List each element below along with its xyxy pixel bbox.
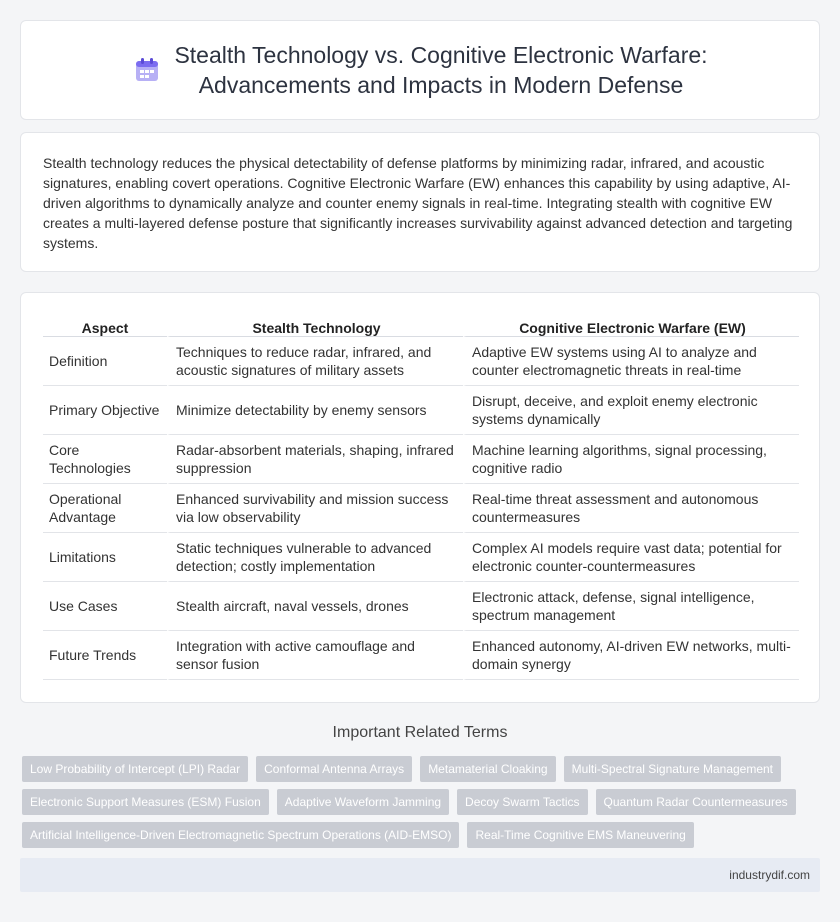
related-terms-list	[22, 756, 818, 848]
row-stealth: Minimize detectability by enemy sensors	[167, 386, 463, 435]
title-line-1: Stealth Technology vs. Cognitive Electronic Warfare:	[174, 42, 708, 68]
row-cognitive-ew: Real-time threat assessment and autonomous countermeasures	[463, 484, 799, 533]
footer	[20, 858, 820, 892]
table-row	[43, 484, 799, 533]
term-tag[interactable]: Low Probability of Intercept (LPI) Radar	[22, 756, 248, 782]
comparison-table-card	[20, 292, 820, 703]
row-cognitive-ew: Machine learning algorithms, signal processing, cognitive radio	[463, 435, 799, 484]
table-row	[43, 582, 799, 631]
header-card	[20, 20, 820, 120]
title-line-2: Advancements and Impacts in Modern Defense	[198, 72, 684, 98]
term-tag[interactable]: Metamaterial Cloaking	[420, 756, 555, 782]
term-tag[interactable]: Real-Time Cognitive EMS Maneuvering	[467, 822, 693, 848]
row-stealth: Static techniques vulnerable to advanced detection; costly implementation	[167, 533, 463, 582]
row-aspect: Definition	[43, 337, 167, 386]
row-aspect: Core Technologies	[43, 435, 167, 484]
row-stealth: Techniques to reduce radar, infrared, and acoustic signatures of military assets	[167, 337, 463, 386]
header-aspect: Aspect	[43, 309, 167, 337]
intro-card	[20, 132, 820, 272]
row-stealth: Integration with active camouflage and sensor fusion	[167, 631, 463, 680]
table-row	[43, 337, 799, 386]
term-tag[interactable]: Electronic Support Measures (ESM) Fusion	[22, 789, 269, 815]
term-tag[interactable]: Artificial Intelligence-Driven Electromagnetic Spectrum Operations (AID-EMSO)	[22, 822, 459, 848]
comparison-table	[43, 309, 799, 680]
term-tag[interactable]: Conformal Antenna Arrays	[256, 756, 412, 782]
row-cognitive-ew: Electronic attack, defense, signal intelligence, spectrum management	[463, 582, 799, 631]
term-tag[interactable]: Decoy Swarm Tactics	[457, 789, 587, 815]
row-aspect: Operational Advantage	[43, 484, 167, 533]
table-row	[43, 533, 799, 582]
row-stealth: Stealth aircraft, naval vessels, drones	[167, 582, 463, 631]
table-row	[43, 631, 799, 680]
table-header-row	[43, 309, 799, 337]
row-stealth: Enhanced survivability and mission success via low observability	[167, 484, 463, 533]
row-aspect: Use Cases	[43, 582, 167, 631]
calendar-icon	[132, 55, 162, 85]
row-aspect: Limitations	[43, 533, 167, 582]
term-tag[interactable]: Adaptive Waveform Jamming	[277, 789, 449, 815]
row-cognitive-ew: Complex AI models require vast data; potential for electronic counter-countermeasures	[463, 533, 799, 582]
row-aspect: Future Trends	[43, 631, 167, 680]
row-stealth: Radar-absorbent materials, shaping, infrared suppression	[167, 435, 463, 484]
table-row	[43, 435, 799, 484]
intro-text: Stealth technology reduces the physical detectability of defense platforms by minimizing radar, infrared, and acoustic signatures, enabling covert operations. Cognitive Electronic Warfare (EW) enhances this capability by using adaptive, AI-driven algorithms to dynamically analyze and counter enemy signals in real-time. Integrating stealth with cognitive EW creates a multi-layered defense posture that significantly increases survivability against advanced detection and targeting systems.	[43, 155, 793, 251]
page-title	[174, 40, 707, 100]
footer-site-link[interactable]: industrydif.com	[729, 868, 810, 882]
term-tag[interactable]: Multi-Spectral Signature Management	[564, 756, 781, 782]
row-aspect: Primary Objective	[43, 386, 167, 435]
header-stealth: Stealth Technology	[167, 309, 463, 337]
row-cognitive-ew: Disrupt, deceive, and exploit enemy electronic systems dynamically	[463, 386, 799, 435]
term-tag[interactable]: Quantum Radar Countermeasures	[596, 789, 796, 815]
row-cognitive-ew: Adaptive EW systems using AI to analyze and counter electromagnetic threats in real-time	[463, 337, 799, 386]
header-cognitive-ew: Cognitive Electronic Warfare (EW)	[463, 309, 799, 337]
related-terms-title: Important Related Terms	[332, 724, 508, 741]
table-row	[43, 386, 799, 435]
row-cognitive-ew: Enhanced autonomy, AI-driven EW networks, multi-domain synergy	[463, 631, 799, 680]
